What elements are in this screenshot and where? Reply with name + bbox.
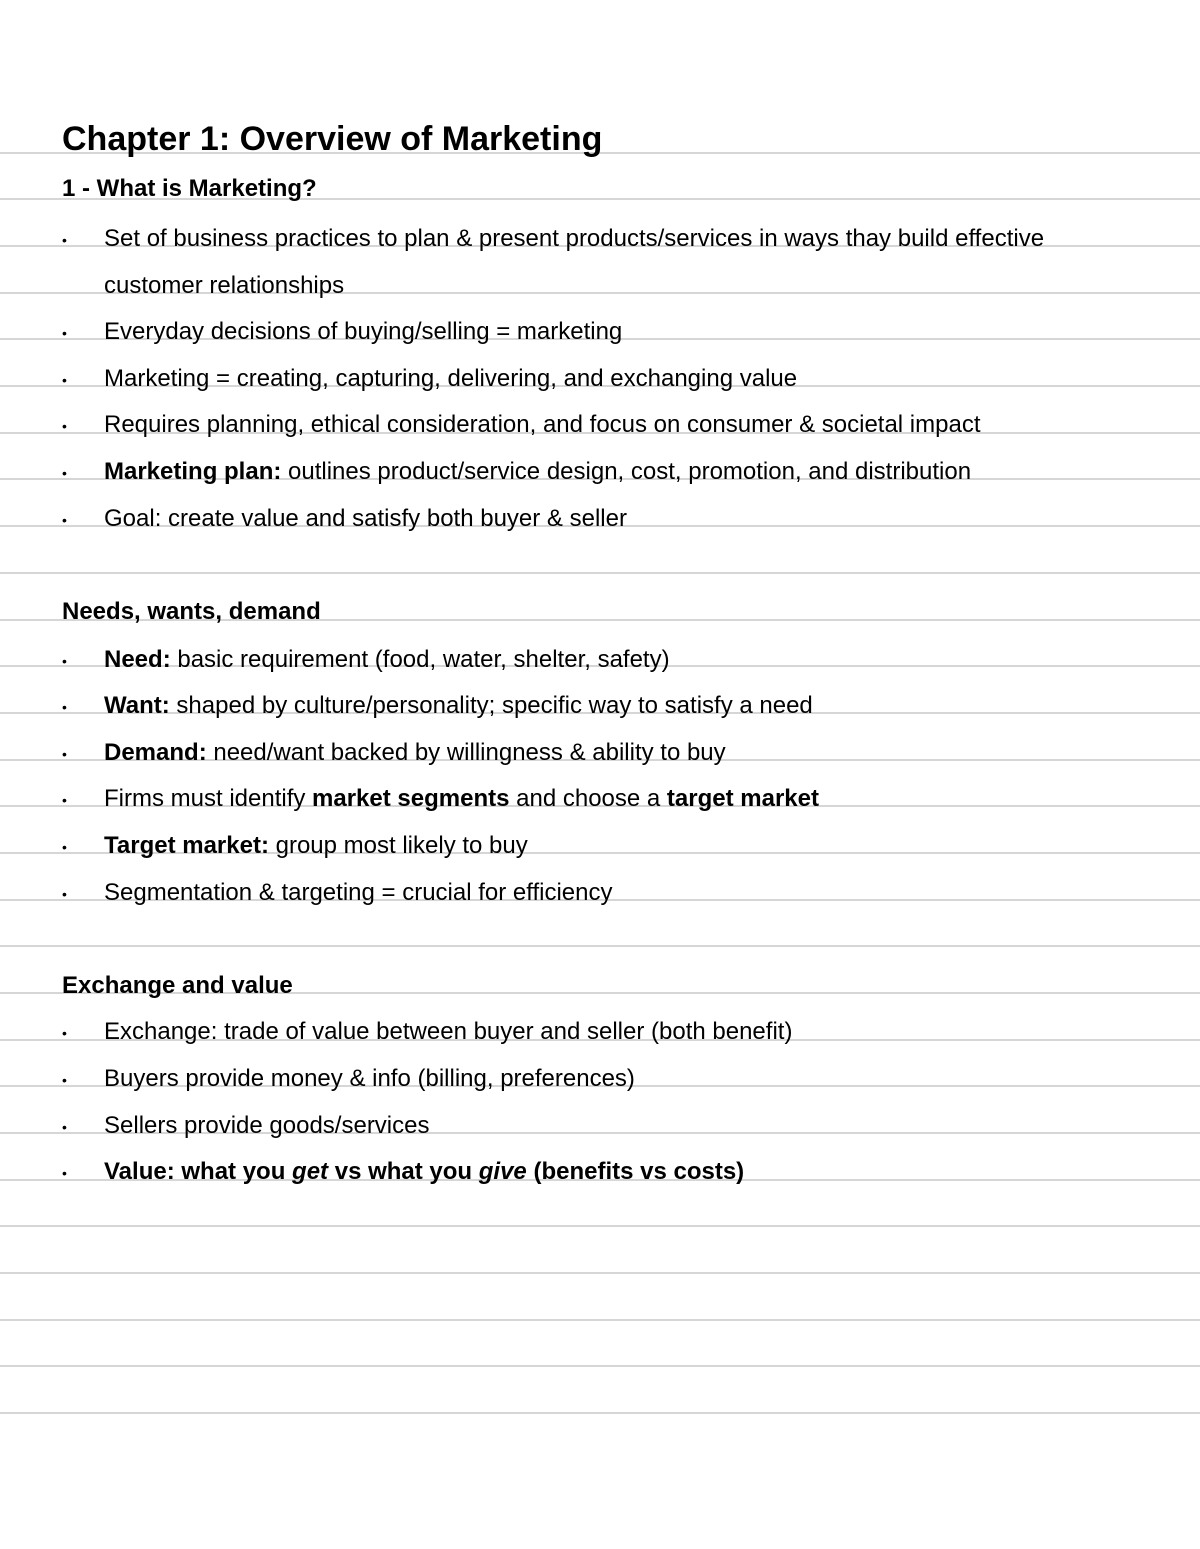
term-want: Want:	[104, 692, 170, 719]
value-give: give	[478, 1158, 527, 1185]
rule-line	[0, 1412, 1200, 1414]
list-item	[104, 787, 819, 811]
list-item: Exchange: trade of value between buyer and seller (both benefit)	[104, 1018, 793, 1045]
list-item: Marketing = creating, capturing, delivering, and exchanging value	[104, 365, 798, 392]
list-item-text: need/want backed by willingness & ability to buy	[206, 739, 726, 766]
bullet-icon: •	[62, 372, 67, 388]
bullet-icon: •	[62, 1025, 67, 1041]
value-definition-end: (benefits vs costs)	[526, 1158, 745, 1185]
list-item	[104, 694, 813, 718]
list-item	[104, 460, 971, 484]
value-get: get	[292, 1158, 329, 1185]
list-item: Set of business practices to plan & present products/services in ways thay build effective	[104, 225, 1045, 252]
bullet-icon: •	[62, 512, 67, 528]
rule-line	[0, 1365, 1200, 1367]
section-heading-what-is-marketing: 1 - What is Marketing?	[62, 175, 317, 202]
bullet-icon: •	[62, 1072, 67, 1088]
section-heading-exchange-and-value: Exchange and value	[62, 972, 293, 999]
list-item: Buyers provide money & info (billing, preferences)	[104, 1065, 635, 1092]
bullet-icon: •	[62, 886, 67, 902]
bullet-icon: •	[62, 839, 67, 855]
bullet-icon: •	[62, 465, 67, 481]
bullet-icon: •	[62, 1119, 67, 1135]
bullet-icon: •	[62, 653, 67, 669]
rule-line	[0, 1225, 1200, 1227]
bullet-icon: •	[62, 232, 67, 248]
rule-line	[0, 1319, 1200, 1321]
bullet-icon: •	[62, 418, 67, 434]
list-item	[104, 834, 528, 858]
term-market-segments: market segments	[312, 785, 510, 812]
bullet-icon: •	[62, 1165, 67, 1181]
list-item	[104, 741, 726, 765]
bullet-icon: •	[62, 699, 67, 715]
list-item-text: and choose a	[509, 785, 667, 812]
bullet-icon: •	[62, 746, 67, 762]
rule-line	[0, 945, 1200, 947]
list-item	[104, 648, 670, 672]
list-item-text: Firms must identify	[104, 785, 313, 812]
list-item	[104, 1160, 744, 1184]
list-item-continuation: customer relationships	[104, 272, 345, 299]
term-marketing-plan: Marketing plan:	[104, 458, 282, 485]
value-definition-start: Value: what you	[104, 1158, 293, 1185]
list-item: Everyday decisions of buying/selling = marketing	[104, 318, 623, 345]
term-target-market: target market	[666, 785, 819, 812]
bullet-icon: •	[62, 792, 67, 808]
bullet-icon: •	[62, 325, 67, 341]
term-demand: Demand:	[104, 739, 207, 766]
list-item: Goal: create value and satisfy both buyer & seller	[104, 505, 627, 532]
list-item: Requires planning, ethical consideration, and focus on consumer & societal impact	[104, 411, 981, 438]
rule-line	[0, 1272, 1200, 1274]
rule-line	[0, 572, 1200, 574]
list-item-text: group most likely to buy	[268, 832, 528, 859]
list-item: Sellers provide goods/services	[104, 1112, 430, 1139]
list-item-text: basic requirement (food, water, shelter, safety)	[170, 646, 670, 673]
list-item: Segmentation & targeting = crucial for efficiency	[104, 879, 613, 906]
term-target-market-def: Target market:	[104, 832, 269, 859]
section-heading-needs-wants-demand: Needs, wants, demand	[62, 598, 321, 625]
page-title: Chapter 1: Overview of Marketing	[62, 120, 603, 158]
list-item-text: outlines product/service design, cost, promotion, and distribution	[281, 458, 972, 485]
value-definition-mid: vs what you	[328, 1158, 479, 1185]
list-item-text: shaped by culture/personality; specific way to satisfy a need	[169, 692, 813, 719]
term-need: Need:	[104, 646, 171, 673]
